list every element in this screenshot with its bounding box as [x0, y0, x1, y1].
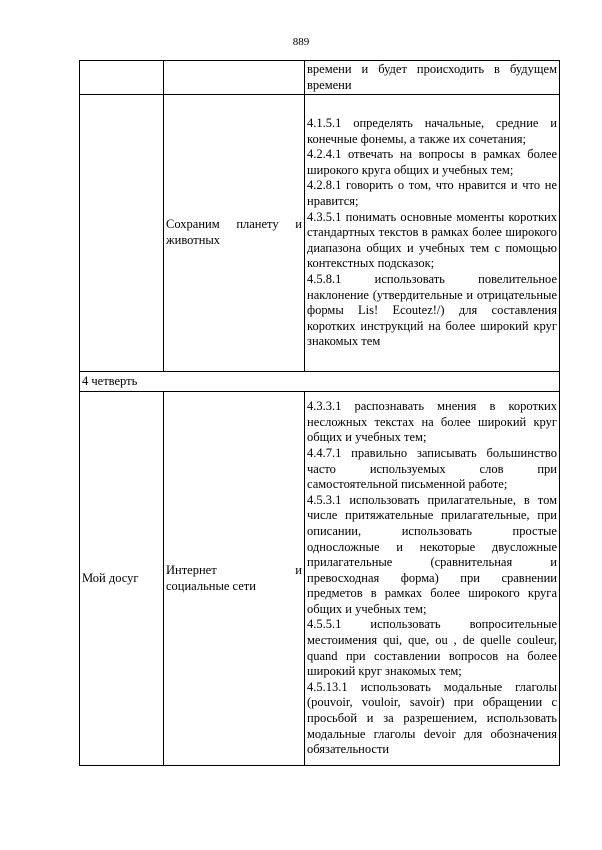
quarter-label: 4 четверть: [80, 372, 560, 392]
objective-item: 4.3.3.1 распознавать мнения в коротких несложных текстах на более широкий круг общих и учебных тем;: [307, 399, 557, 445]
topic-title-line: животных: [166, 233, 221, 247]
objective-item: 4.1.5.1 определять начальные, средние и конечные фонемы, а также их сочетания;: [307, 116, 557, 146]
table-row: [80, 392, 560, 766]
objectives-cell: [305, 61, 560, 95]
table-row: [80, 61, 560, 95]
topic-title-line: социальные сети: [166, 578, 256, 593]
objectives-cell: [305, 95, 560, 372]
topic-title-line: Сохраним планету и: [166, 217, 302, 232]
objectives-cell: [305, 392, 560, 766]
objective-item: 4.4.7.1 правильно записывать большинство часто используемых слов при самостоятельной письменной работе;: [307, 445, 557, 492]
topic-cell: [164, 392, 305, 766]
quarter-row: [80, 372, 560, 392]
objective-item: 4.5.8.1 использовать повелительное наклонение (утвердительные и отрицательные формы Lis! Ecoutez!/) для составления коротких инструкций на более широкий круг знакомых тем: [307, 271, 557, 349]
page-number: 889: [292, 36, 310, 48]
objective-item: 4.3.5.1 понимать основные моменты коротких стандартных текстов в рамках более широкого диапазона общих и учебных тем с помощью контекстных подсказок;: [307, 209, 557, 271]
objective-item: 4.2.4.1 отвечать на вопросы в рамках более широкого круга общих и учебных тем;: [307, 147, 557, 177]
section-cell: [80, 95, 164, 372]
section-cell: [80, 61, 164, 95]
section-cell: Мой досуг: [80, 392, 164, 766]
curriculum-table: [79, 60, 560, 766]
objective-item: 4.5.5.1 использовать вопросительные местоимения qui, que, ou , de quelle couleur, quand при составлении вопросов на более широкий круг знакомых тем;: [307, 617, 557, 679]
topic-cell: [164, 95, 305, 372]
objective-item: 4.2.8.1 говорить о том, что нравится и что не нравится;: [307, 178, 557, 209]
objective-item: времени и будет происходить в будущем времени: [307, 61, 557, 92]
objective-item: 4.5.3.1 использовать прилагательные, в том числе притяжательные прилагательные, при описании, использовать простые односложные и некоторые двусложные прилагательные (сравнительная и превосходная форма) при сравнении предметов в рамках более широкого круга общих и учебных тем;: [307, 492, 557, 616]
topic-title-line: Интернет и: [166, 562, 302, 577]
topic-cell: [164, 61, 305, 95]
objective-item: 4.5.13.1 использовать модальные глаголы (pouvoir, vouloir, savoir) при обращении с просьбой и за разрешением, использовать модальные глаголы devoir для обозначения обязательности: [307, 679, 557, 757]
table-row: [80, 95, 560, 372]
